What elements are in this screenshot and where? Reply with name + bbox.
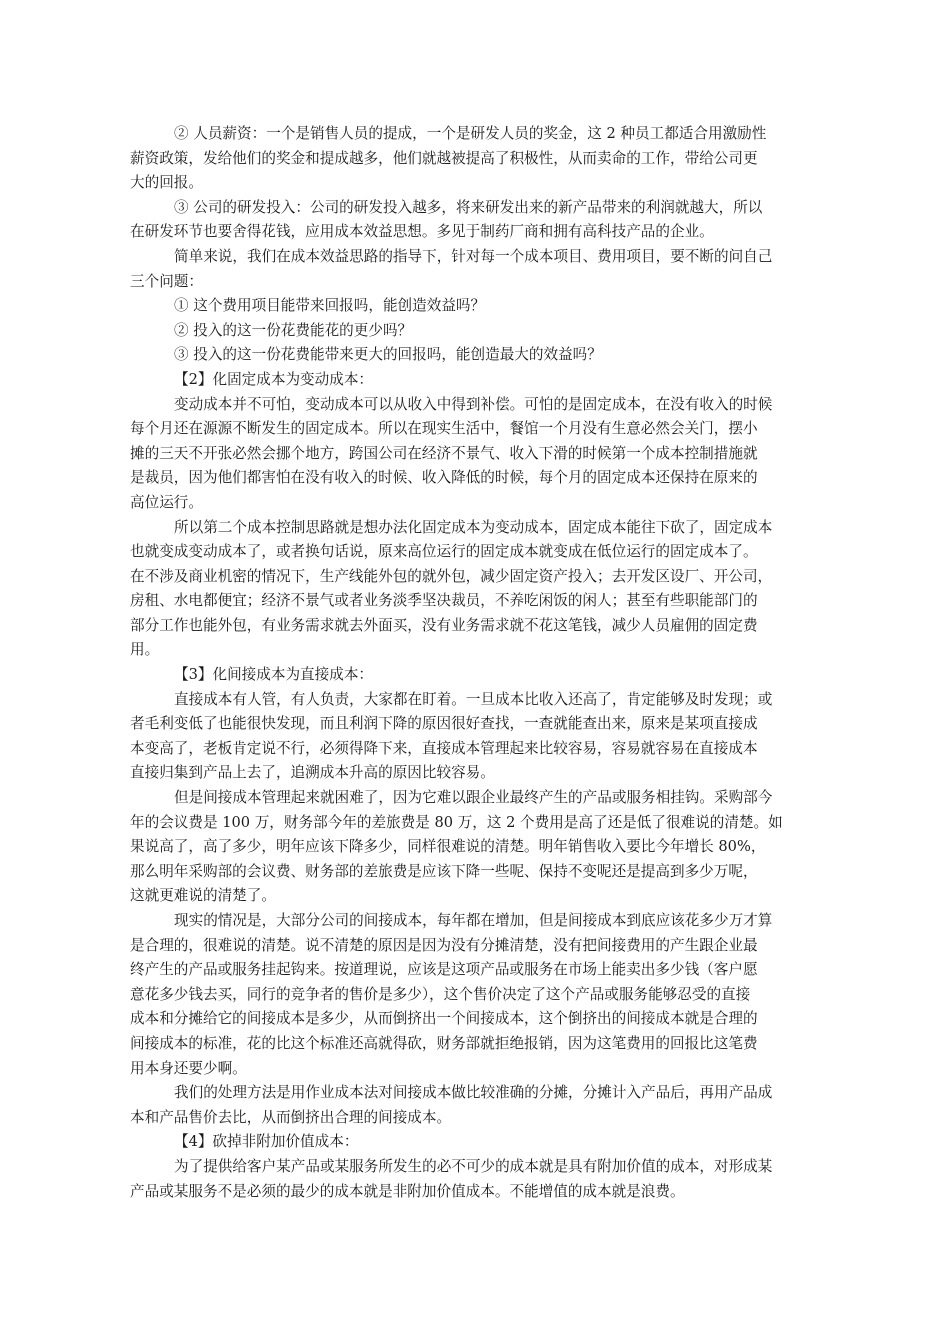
- text-line: 本变高了，老板肯定说不行，必须得降下来，直接成本管理起来比较容易，容易就容易在直接成本: [130, 739, 758, 757]
- text-line: 者毛利变低了也能很快发现，而且利润下降的原因很好查找，一查就能查出来，原来是某项直接成: [130, 715, 758, 733]
- text-line: 也就变成变动成本了，或者换句话说，原来高位运行的固定成本就变成在低位运行的固定成本了。: [130, 543, 758, 561]
- text-line: 摊的三天不开张必然会挪个地方，跨国公司在经济不景气、收入下滑的时候第一个成本控制措施就: [130, 444, 758, 462]
- text-line: 为了提供给客户某产品或某服务所发生的必不可少的成本就是具有附加价值的成本，对形成某: [174, 1157, 773, 1175]
- text-line: ① 这个费用项目能带来回报吗，能创造效益吗？: [174, 297, 486, 315]
- text-line: 薪资政策，发给他们的奖金和提成越多，他们就越被提高了积极性，从而卖命的工作，带给公司更: [130, 149, 758, 167]
- text-line: 年的会议费是 100 万，财务部今年的差旅费是 80 万，这 2 个费用是高了还是低了很难说的清楚。如: [130, 813, 783, 831]
- text-line: 简单来说，我们在成本效益思路的指导下，针对每一个成本项目、费用项目，要不断的问自己: [174, 247, 773, 265]
- text-line: 部分工作也能外包，有业务需求就去外面买，没有业务需求就不花这笔钱，减少人员雇佣的固定费: [130, 616, 758, 634]
- text-line: 间接成本的标准，花的比这个标准还高就得砍，财务部就拒绝报销，因为这笔费用的回报比这笔费: [130, 1034, 758, 1052]
- text-line: 是裁员，因为他们都害怕在没有收入的时候、收入降低的时候，每个月的固定成本还保持在原来的: [130, 469, 758, 487]
- text-line: 变动成本并不可怕，变动成本可以从收入中得到补偿。可怕的是固定成本，在没有收入的时候: [174, 395, 773, 413]
- text-line: 现实的情况是，大部分公司的间接成本，每年都在增加，但是间接成本到底应该花多少万才算: [174, 912, 773, 929]
- text-line: ② 投入的这一份花费能花的更少吗？: [174, 321, 413, 339]
- text-line: 但是间接成本管理起来就困难了，因为它难以跟企业最终产生的产品或服务相挂钩。采购部今: [174, 789, 773, 807]
- text-line: 每个月还在源源不断发生的固定成本。所以在现实生活中，餐馆一个月没有生意必然会关门，摆小: [130, 420, 758, 438]
- text-line: 终产生的产品或服务挂起钩来。按道理说，应该是这项产品或服务在市场上能卖出多少钱（客户愿: [130, 961, 758, 979]
- text-line: 直接归集到产品上去了，追溯成本升高的原因比较容易。: [130, 764, 495, 782]
- text-line: ③ 公司的研发投入：公司的研发投入越多，将来研发出来的新产品带来的利润就越大，所以: [174, 198, 763, 216]
- text-line: ③ 投入的这一份花费能带来更大的回报吗，能创造最大的效益吗？: [174, 346, 602, 364]
- text-line: 用本身还要少啊。: [130, 1059, 247, 1077]
- text-line: 果说高了，高了多少，明年应该下降多少，同样很难说的清楚。明年销售收入要比今年增长 80%，: [130, 838, 766, 856]
- text-line: 用。: [130, 641, 160, 659]
- text-line: 意花多少钱去买，同行的竞争者的售价是多少），这个售价决定了这个产品或服务能够忍受的直接: [130, 985, 751, 1003]
- text-line: 所以第二个成本控制思路就是想办法化固定成本为变动成本，固定成本能往下砍了，固定成本: [174, 518, 773, 536]
- text-line: 在不涉及商业机密的情况下，生产线能外包的就外包，减少固定资产投入；去开发区设厂、开公司，: [130, 567, 773, 585]
- text-line: 高位运行。: [130, 493, 203, 511]
- text-line: 大的回报。: [130, 174, 203, 192]
- text-line: 是合理的，很难说的清楚。说不清楚的原因是因为没有分摊清楚，没有把间接费用的产生跟企业最: [130, 936, 758, 954]
- text-line: 【2】化固定成本为变动成本：: [174, 370, 374, 388]
- text-line: ② 人员薪资：一个是销售人员的提成，一个是研发人员的奖金，这 2 种员工都适合用激励性: [174, 125, 767, 142]
- text-line: 房租、水电都便宜；经济不景气或者业务淡季坚决裁员，不养吃闲饭的闲人；甚至有些职能部门的: [130, 592, 758, 610]
- document-body: [130, 122, 862, 1204]
- text-line: 那么明年采购部的会议费、财务部的差旅费是应该下降一些呢、保持不变呢还是提高到多少万呢，: [130, 862, 758, 880]
- text-line: 我们的处理方法是用作业成本法对间接成本做比较准确的分摊，分摊计入产品后，再用产品成: [174, 1084, 773, 1102]
- text-line: 本和产品售价去比，从而倒挤出合理的间接成本。: [130, 1108, 452, 1126]
- text-line: 三个问题：: [130, 272, 203, 290]
- text-line: 成本和分摊给它的间接成本是多少，从而倒挤出一个间接成本，这个倒挤出的间接成本就是合理的: [130, 1010, 758, 1028]
- text-line: 产品或某服务不是必须的最少的成本就是非附加价值成本。不能增值的成本就是浪费。: [130, 1182, 685, 1200]
- text-line: 直接成本有人管，有人负责，大家都在盯着。一旦成本比收入还高了，肯定能够及时发现；或: [174, 690, 773, 708]
- text-line: 【3】化间接成本为直接成本：: [174, 666, 374, 684]
- text-line: 这就更难说的清楚了。: [130, 887, 276, 905]
- text-line: 【4】砍掉非附加价值成本：: [174, 1133, 359, 1151]
- text-line: 在研发环节也要舍得花钱，应用成本效益思想。多见于制药厂商和拥有高科技产品的企业。: [130, 223, 714, 241]
